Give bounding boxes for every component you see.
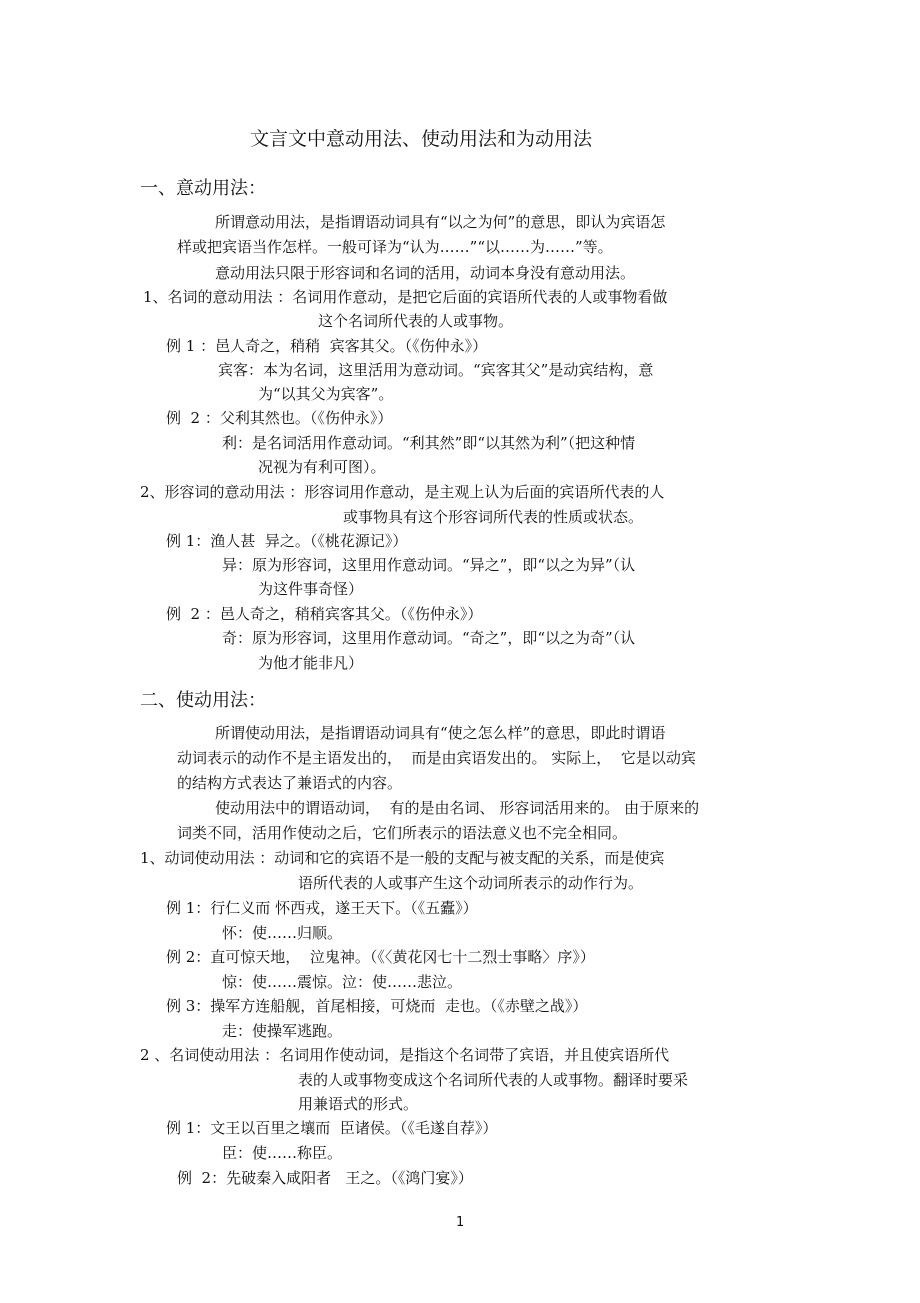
example-note: 为他才能非凡） <box>258 654 364 672</box>
subsection-adj-yidong: 2、形容词的意动用法 ：形容词用作意动，是主观上认为后面的宾语所代表的人 <box>140 483 665 501</box>
paragraph-line: 动词表示的动作不是主语发出的， 而是由宾语发出的。 实际上， 它是以动宾 <box>177 749 696 767</box>
example-line: 例 3：操军方连船舰，首尾相接，可烧而 走也。（《赤壁之战》） <box>166 997 588 1015</box>
subsection-verb-shidong: 1、动词使动用法 ：动词和它的宾语不是一般的支配与被支配的关系，而是使宾 <box>140 849 665 867</box>
subsection-line: 语所代表的人或事产生这个动词所表示的动作行为。 <box>298 874 644 892</box>
example-note: 臣：使……称臣。 <box>222 1144 343 1162</box>
paragraph-line: 的结构方式表达了兼语式的内容。 <box>177 774 403 792</box>
subsection-noun-shidong: 2 、名词使动用法 ：名词用作使动词，是指这个名词带了宾语，并且使宾语所代 <box>140 1046 670 1064</box>
example-line: 例 1 ：邑人奇之，稍稍 宾客其父。（《伤仲永》） <box>166 337 488 355</box>
page-number: 1 <box>456 1215 465 1230</box>
example-line: 例 1：文王以百里之壤而 臣诸侯。（《毛遂自荐》） <box>166 1119 498 1137</box>
example-note: 为“以其父为宾客”。 <box>258 385 394 403</box>
example-line: 例 2 ：邑人奇之，稍稍宾客其父。（《伤仲永》） <box>166 605 483 623</box>
section-heading-yidong: 一、意动用法： <box>140 178 266 199</box>
example-note: 异：原为形容词，这里用作意动词。“异之”，即“以之为异”（认 <box>222 556 636 574</box>
subsection-line: 或事物具有这个形容词所代表的性质或状态。 <box>343 508 644 526</box>
example-note: 怀：使……归顺。 <box>222 924 343 942</box>
subsection-noun-yidong: 1、名词的意动用法 ：名词用作意动，是把它后面的宾语所代表的人或事物看做 <box>143 288 668 306</box>
example-note: 宾客：本为名词，这里活用为意动词。“宾客其父”是动宾结构，意 <box>218 361 654 379</box>
subsection-line: 用兼语式的形式。 <box>298 1095 419 1113</box>
paragraph-line: 使动用法中的谓语动词， 有的是由名词、 形容词活用来的。 由于原来的 <box>215 799 700 817</box>
example-line: 例 2：直可惊天地， 泣鬼神。（《〈黄花冈七十二烈士事略〉序》） <box>166 948 595 966</box>
example-line: 例 1：渔人甚 异之。（《桃花源记》） <box>166 532 408 550</box>
subsection-line: 这个名词所代表的人或事物。 <box>318 312 514 330</box>
example-note: 走：使操军逃跑。 <box>222 1022 343 1040</box>
section-heading-shidong: 二、使动用法： <box>140 690 266 711</box>
page-title: 文言文中意动用法、使动用法和为动用法 <box>250 128 593 150</box>
paragraph-line: 所谓意动用法，是指谓语动词具有“以之为何”的意思，即认为宾语怎 <box>215 213 666 231</box>
paragraph-line: 词类不同，活用作使动之后，它们所表示的语法意义也不完全相同。 <box>177 824 628 842</box>
paragraph-line: 意动用法只限于形容词和名词的活用，动词本身没有意动用法。 <box>215 264 636 282</box>
example-line: 例 1：行仁义而 怀西戎，遂王天下。（《五蠹》） <box>166 899 478 917</box>
paragraph-line: 所谓使动用法，是指谓语动词具有“使之怎么样”的意思，即此时谓语 <box>215 724 666 742</box>
subsection-line: 表的人或事物变成这个名词所代表的人或事物。翻译时要采 <box>298 1071 689 1089</box>
example-line: 例 2：先破秦入咸阳者 王之。（《鸿门宴》） <box>177 1169 473 1187</box>
paragraph-line: 样或把宾语当作怎样。一般可译为“认为……”“以……为……”等。 <box>177 238 613 256</box>
example-note: 惊：使……震惊。泣：使……悲泣。 <box>222 973 463 991</box>
example-line: 例 2 ：父利其然也。（《伤仲永》） <box>166 409 393 427</box>
example-note: 为这件事奇怪） <box>258 580 364 598</box>
example-note: 奇：原为形容词，这里用作意动词。“奇之”，即“以之为奇”（认 <box>222 629 636 647</box>
example-note: 利：是名词活用作意动词。“利其然”即“以其然为利”（把这种情 <box>222 434 636 452</box>
example-note: 况视为有利可图）。 <box>258 458 386 476</box>
